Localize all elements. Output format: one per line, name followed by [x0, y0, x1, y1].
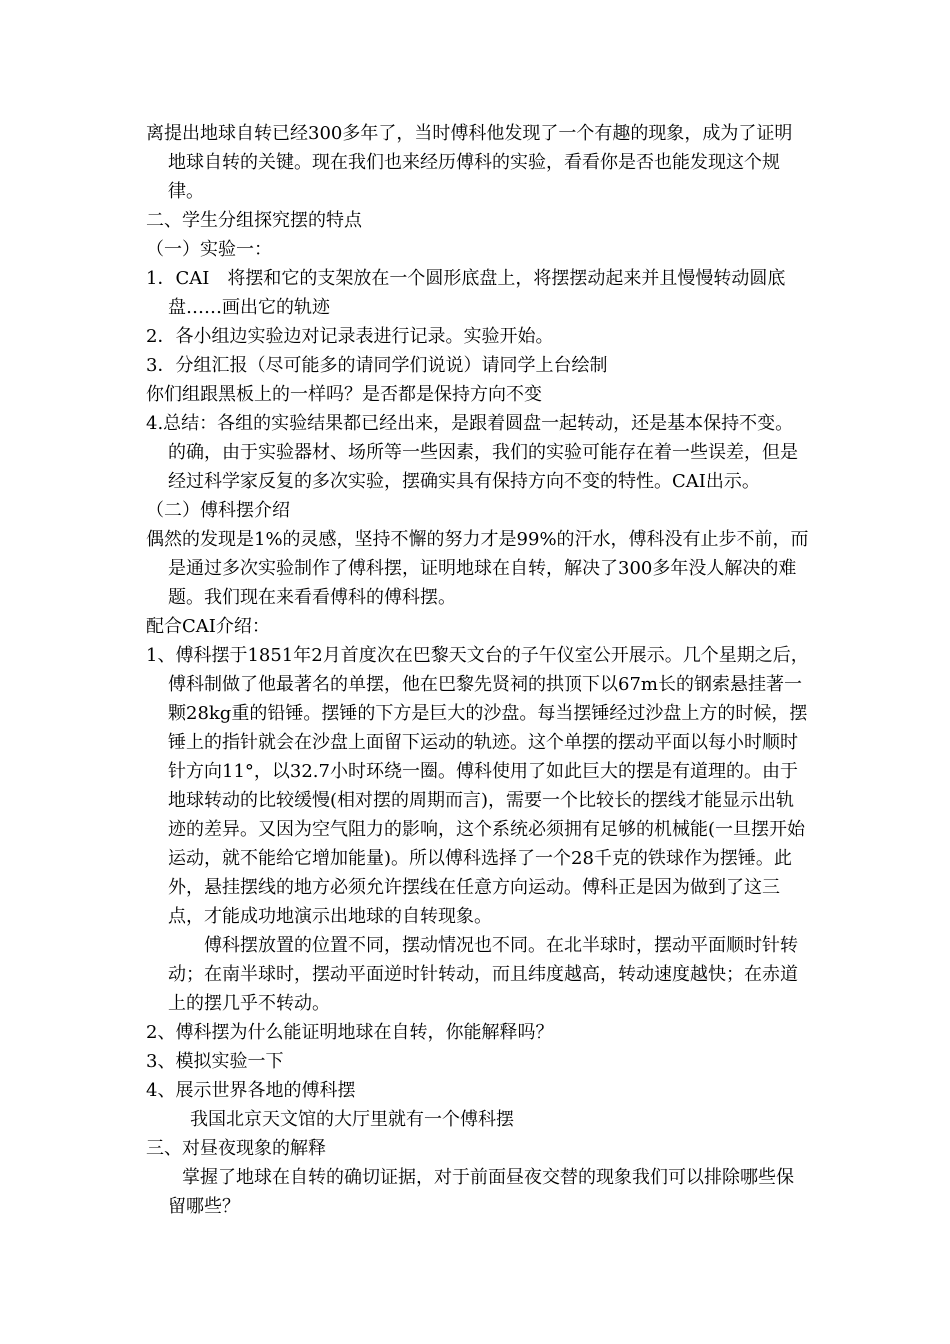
list-item: 2．各小组边实验边对记录表进行记录。实验开始。 — [146, 326, 554, 347]
question-line: 你们组跟黑板上的一样吗？是否都是保持方向不变 — [146, 384, 542, 405]
subsection-heading: （二）傅科摆介绍 — [146, 500, 290, 521]
paragraph: 我国北京天文馆的大厅里就有一个傅科摆 — [190, 1109, 514, 1130]
list-item: 3．分组汇报（尽可能多的请同学们说说）请同学上台绘制 — [146, 355, 608, 376]
document-body — [146, 119, 810, 1221]
list-item: 1．CAI 将摆和它的支架放在一个圆形底盘上，将摆摆动起来并且慢慢转动圆底盘……画出它的轨迹 — [146, 268, 786, 318]
list-item: 1、傅科摆于1851年2月首度次在巴黎天文台的子午仪室公开展示。几个星期之后，傅科制做了他最著名的单摆，他在巴黎先贤祠的拱顶下以67m长的钢索悬挂著一颗28kg重的铅锤。摆锤的下方是巨大的沙盘。每当摆锤经过沙盘上方的时候，摆锤上的指针就会在沙盘上面留下运动的轨迹。这个单摆的摆动平面以每小时顺时针方向11°，以32.7小时环绕一圈。傅科使用了如此巨大的摆是有道理的。由于地球转动的比较缓慢(相对摆的周期而言)，需要一个比较长的摆线才能显示出轨迹的差异。又因为空气阻力的影响，这个系统必须拥有足够的机械能(一旦摆开始运动，就不能给它增加能量)。所以傅科选择了一个28千克的铁球作为摆锤。此外，悬挂摆线的地方必须允许摆线在任意方向运动。傅科正是因为做到了这三点，才能成功地演示出地球的自转现象。 — [146, 645, 809, 927]
intro-paragraph: 离提出地球自转已经300多年了，当时傅科他发现了一个有趣的现象，成为了证明地球自转的关键。现在我们也来经历傅科的实验，看看你是否也能发现这个规律。 — [146, 123, 793, 202]
section-heading: 三、对昼夜现象的解释 — [146, 1138, 326, 1159]
section-heading: 二、学生分组探究摆的特点 — [146, 210, 362, 231]
subsection-heading: （一）实验一： — [146, 239, 272, 260]
paragraph: 配合CAI介绍： — [146, 616, 270, 637]
paragraph: 偶然的发现是1%的灵感，坚持不懈的努力才是99%的汗水，傅科没有止步不前，而是通过多次实验制作了傅科摆，证明地球在自转，解决了300多年没人解决的难题。我们现在来看看傅科的傅科摆。 — [146, 529, 809, 608]
paragraph: 掌握了地球在自转的确切证据，对于前面昼夜交替的现象我们可以排除哪些保留哪些？ — [168, 1167, 794, 1217]
list-item: 2、傅科摆为什么能证明地球在自转，你能解释吗？ — [146, 1022, 554, 1043]
list-item: 4、展示世界各地的傅科摆 — [146, 1080, 356, 1101]
list-item: 4.总结：各组的实验结果都已经出来，是跟着圆盘一起转动，还是基本保持不变。的确，由于实验器材、场所等一些因素，我们的实验可能存在着一些误差，但是经过科学家反复的多次实验，摆确实具有保持方向不变的特性。CAI出示。 — [146, 413, 798, 492]
paragraph: 傅科摆放置的位置不同，摆动情况也不同。在北半球时，摆动平面顺时针转动；在南半球时，摆动平面逆时针转动，而且纬度越高，转动速度越快；在赤道上的摆几乎不转动。 — [168, 935, 798, 1014]
list-item: 3、模拟实验一下 — [146, 1051, 284, 1072]
